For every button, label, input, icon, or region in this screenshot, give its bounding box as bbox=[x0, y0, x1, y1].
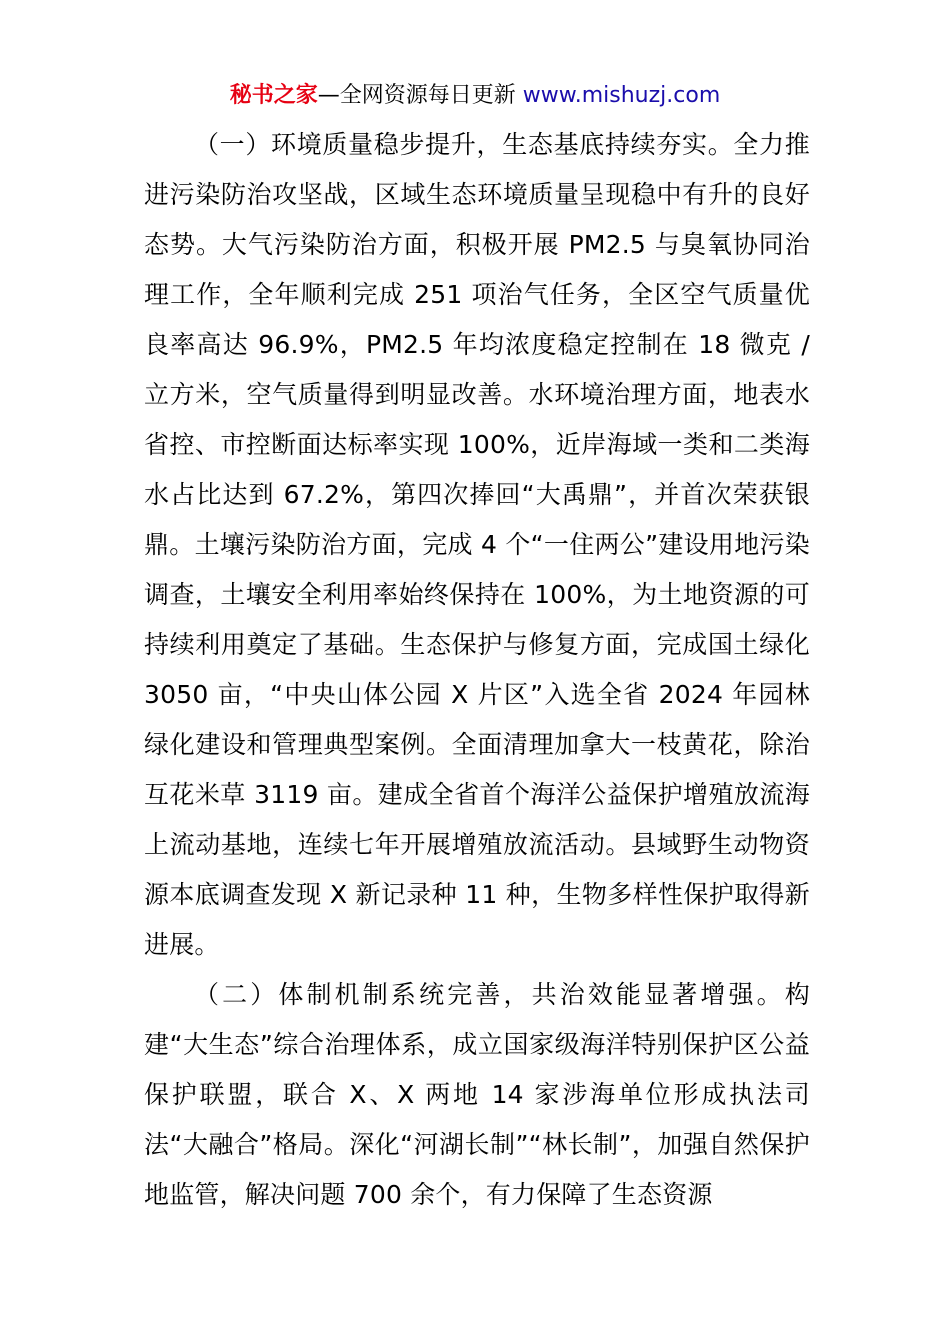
document-body bbox=[144, 120, 810, 1220]
site-header bbox=[0, 80, 950, 112]
paragraph-environment-quality: （一）环境质量稳步提升，生态基底持续夯实。全力推进污染防治攻坚战，区域生态环境质量呈现稳中有升的良好态势。大气污染防治方面，积极开展 PM2.5 与臭氧协同治理工作，全年顺利完成 251 项治气任务，全区空气质量优良率高达 96.9%，PM2.5 年均浓度稳定控制在 18 微克 / 立方米，空气质量得到明显改善。水环境治理方面，地表水省控、市控断面达标率实现 100%，近岸海域一类和二类海水占比达到 67.2%，第四次捧回“大禹鼎”，并首次荣获银鼎。土壤污染防治方面，完成 4 个“一住两公”建设用地污染调查，土壤安全利用率始终保持在 100%，为土地资源的可持续利用奠定了基础。生态保护与修复方面，完成国土绿化 3050 亩，“中央山体公园 X 片区”入选全省 2024 年园林绿化建设和管理典型案例。全面清理加拿大一枝黄花，除治互花米草 3119 亩。建成全省首个海洋公益保护增殖放流海上流动基地，连续七年开展增殖放流活动。县域野生动物资源本底调查发现 X 新记录种 11 种，生物多样性保护取得新进展。 bbox=[144, 130, 810, 959]
paragraph-institutional-mechanism: （二）体制机制系统完善，共治效能显著增强。构建“大生态”综合治理体系，成立国家级海洋特别保护区公益保护联盟，联合 X、X 两地 14 家涉海单位形成执法司法“大融合”格局。深化“河湖长制”“林长制”，加强自然保护地监管，解决问题 700 余个，有力保障了生态资源 bbox=[144, 980, 810, 1209]
brand-name: 秘书之家 bbox=[229, 83, 318, 108]
header-tagline: —全网资源每日更新 bbox=[317, 83, 523, 108]
site-url-link[interactable]: www.mishuzj.com bbox=[522, 83, 721, 108]
